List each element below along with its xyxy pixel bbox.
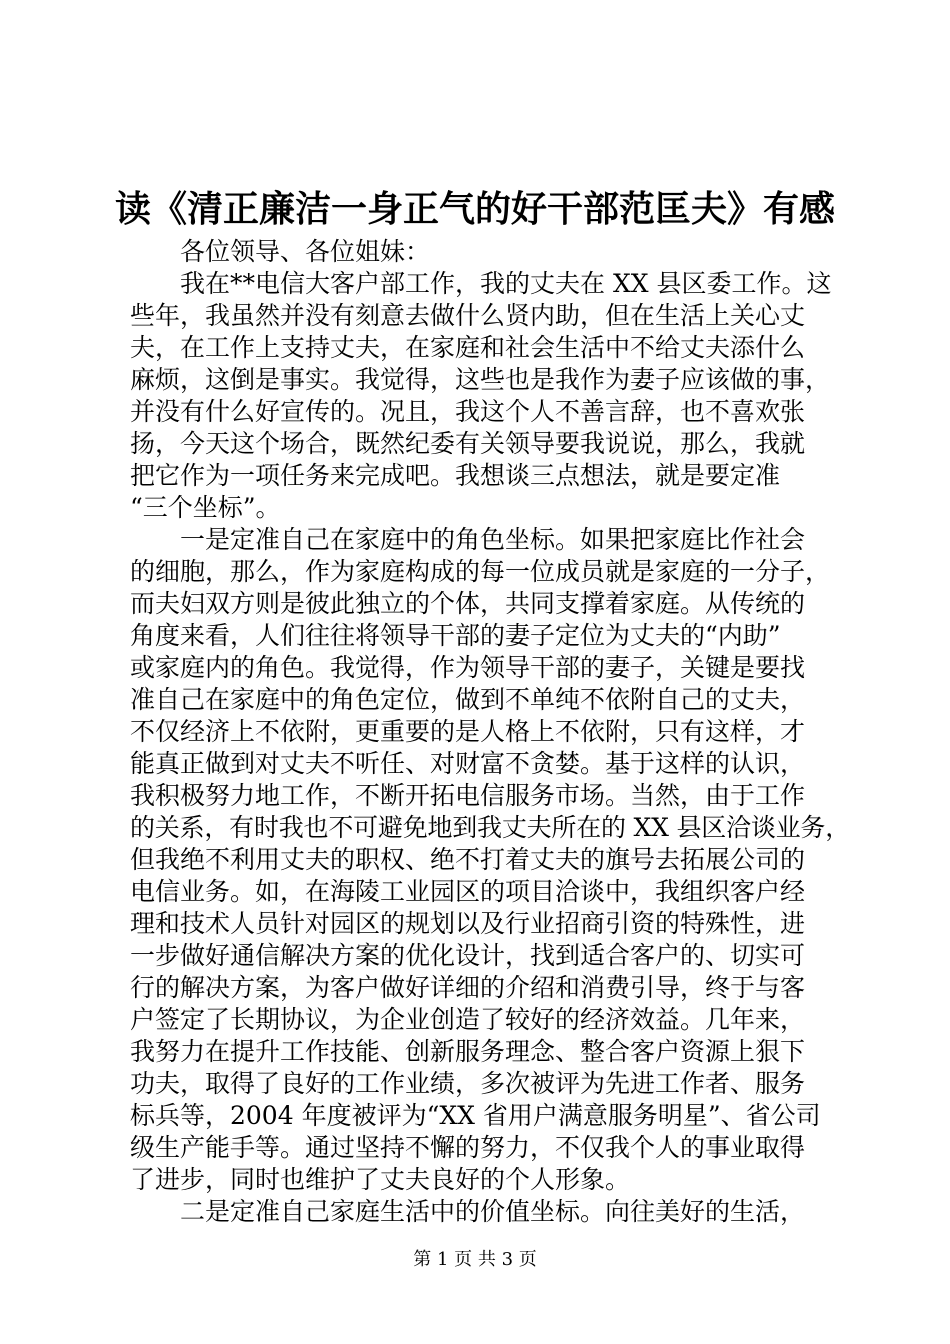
text-line: 而夫妇双方则是彼此独立的个体，共同支撑着家庭。从传统的 xyxy=(130,589,806,618)
text-line: “三个坐标”。 xyxy=(130,493,281,522)
text-line: 各位领导、各位姐妹： xyxy=(180,237,431,266)
text-line: 理和技术人员针对园区的规划以及行业招商引资的特殊性，进 xyxy=(130,909,806,938)
text-line: 夫，在工作上支持丈夫，在家庭和社会生活中不给丈夫添什么 xyxy=(130,333,806,362)
text-line: 我在**电信大客户部工作，我的丈夫在 XX 县区委工作。这 xyxy=(180,269,832,298)
text-line: 功夫，取得了良好的工作业绩，多次被评为先进工作者、服务 xyxy=(130,1069,806,1098)
text-line: 不仅经济上不依附，更重要的是人格上不依附，只有这样，才 xyxy=(130,717,806,746)
text-line: 或家庭内的角色。我觉得，作为领导干部的妻子，关键是要找 xyxy=(130,653,806,682)
text-line: 一步做好通信解决方案的优化设计，找到适合客户的、切实可 xyxy=(130,941,806,970)
text-line: 我积极努力地工作，不断开拓电信服务市场。当然，由于工作 xyxy=(130,781,806,810)
text-line: 角度来看，人们往往将领导干部的妻子定位为丈夫的“内助” xyxy=(130,621,781,650)
document-title: 读《清正廉洁一身正气的好干部范匡夫》有感 xyxy=(114,188,835,230)
text-line: 麻烦，这倒是事实。我觉得，这些也是我作为妻子应该做的事， xyxy=(130,365,831,394)
page-footer: 第 1 页 共 3 页 xyxy=(413,1249,537,1270)
text-line: 我努力在提升工作技能、创新服务理念、整合客户资源上狠下 xyxy=(130,1037,806,1066)
document-body xyxy=(130,236,850,1228)
text-line: 把它作为一项任务来完成吧。我想谈三点想法，就是要定准 xyxy=(130,461,781,490)
text-line: 了进步，同时也维护了丈夫良好的个人形象。 xyxy=(130,1165,631,1194)
text-line: 但我绝不利用丈夫的职权、绝不打着丈夫的旗号去拓展公司的 xyxy=(130,845,806,874)
text-line: 些年，我虽然并没有刻意去做什么贤内助，但在生活上关心丈 xyxy=(130,301,806,330)
text-line: 扬，今天这个场合，既然纪委有关领导要我说说，那么，我就 xyxy=(130,429,806,458)
text-line: 准自己在家庭中的角色定位，做到不单纯不依附自己的丈夫， xyxy=(130,685,806,714)
text-line: 的关系，有时我也不可避免地到我丈夫所在的 XX 县区洽谈业务， xyxy=(130,813,850,842)
text-line: 户签定了长期协议，为企业创造了较好的经济效益。几年来， xyxy=(130,1005,806,1034)
text-line: 并没有什么好宣传的。况且，我这个人不善言辞，也不喜欢张 xyxy=(130,397,806,426)
text-line: 行的解决方案，为客户做好详细的介绍和消费引导，终于与客 xyxy=(130,973,806,1002)
text-line: 一是定准自己在家庭中的角色坐标。如果把家庭比作社会 xyxy=(180,525,806,554)
text-line: 二是定准自己家庭生活中的价值坐标。向往美好的生活， xyxy=(180,1197,806,1226)
text-line: 级生产能手等。通过坚持不懈的努力，不仅我个人的事业取得 xyxy=(130,1133,806,1162)
text-line: 的细胞，那么，作为家庭构成的每一位成员就是家庭的一分子， xyxy=(130,557,831,586)
text-line: 标兵等，2004 年度被评为“XX 省用户满意服务明星”、省公司 xyxy=(130,1101,821,1130)
text-line: 能真正做到对丈夫不听任、对财富不贪婪。基于这样的认识， xyxy=(130,749,806,778)
text-line: 电信业务。如，在海陵工业园区的项目洽谈中，我组织客户经 xyxy=(130,877,806,906)
